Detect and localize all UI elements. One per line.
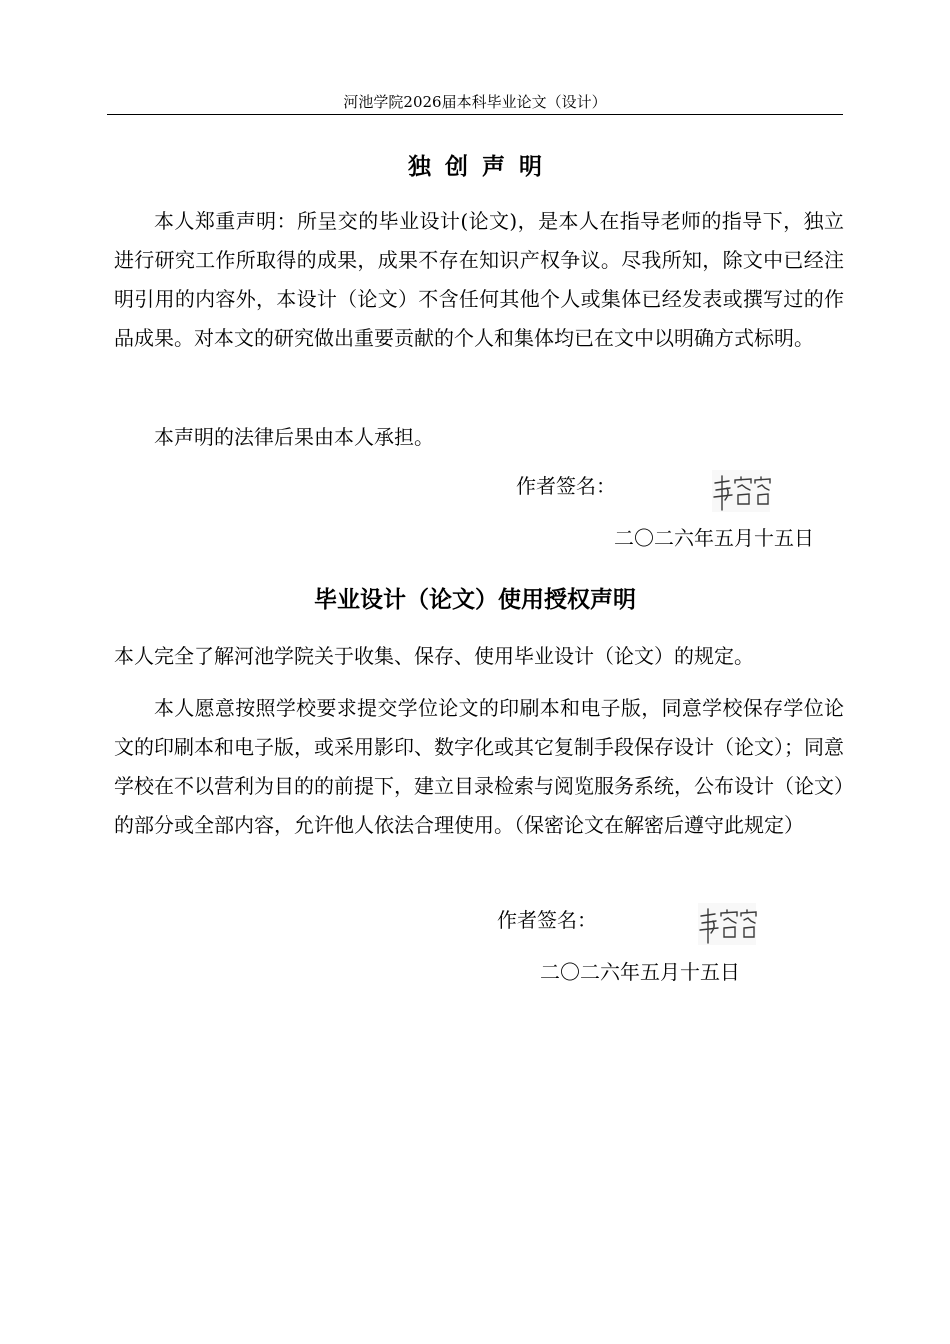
authorization-paragraph-1: 本人完全了解河池学院关于收集、保存、使用毕业设计（论文）的规定。 [114, 644, 754, 668]
authorization-signature-image [694, 899, 760, 949]
authorization-date: 二〇二六年五月十五日 [540, 960, 740, 984]
declaration-paragraph-1: 本人郑重声明：所呈交的毕业设计(论文)，是本人在指导老师的指导下，独立进行研究工作所取得的成果，成果不存在知识产权争议。尽我所知，除文中已经注明引用的内容外，本设计（论文）不含任何其他个人或集体已经发表或撰写过的作品成果。对本文的研究做出重要贡献的个人和集体均已在文中以明确方式标明。 [114, 209, 844, 350]
declaration-paragraph-2: 本声明的法律后果由本人承担。 [154, 425, 434, 449]
authorization-title: 毕业设计（论文）使用授权声明 [314, 587, 636, 613]
declaration-signature-label: 作者签名： [516, 474, 616, 498]
authorization-signature-label: 作者签名： [497, 908, 597, 932]
declaration-signature-image [708, 466, 774, 516]
declaration-title: 独创声明 [408, 154, 556, 180]
page-header [107, 92, 843, 115]
authorization-paragraph-2: 本人愿意按照学校要求提交学位论文的印刷本和电子版，同意学校保存学位论文的印刷本和电子版，或采用影印、数字化或其它复制手段保存设计（论文）；同意学校在不以营利为目的的前提下，建立目录检索与阅览服务系统，公布设计（论文）的部分或全部内容，允许他人依法合理使用。（保密论文在解密后遵守此规定） [114, 696, 844, 837]
page-header-text: 河池学院2026届本科毕业论文（设计） [343, 93, 607, 111]
declaration-date: 二〇二六年五月十五日 [614, 526, 814, 550]
